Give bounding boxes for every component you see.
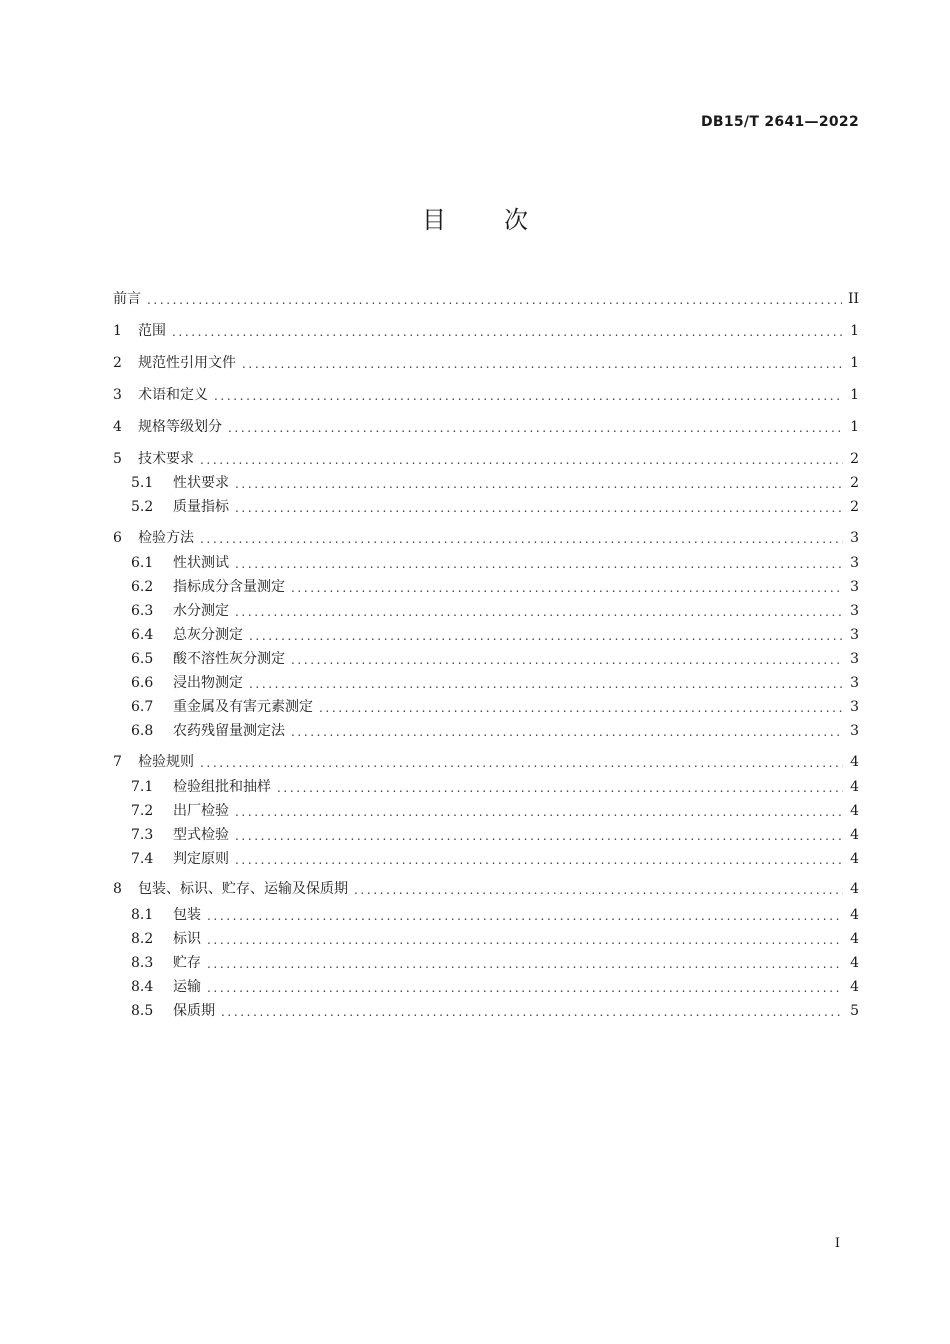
toc-entry-text: 型式检验 — [173, 827, 229, 843]
toc-entry-page: 4 — [850, 827, 859, 843]
toc-entry-text: 检验规则 — [138, 754, 194, 770]
toc-leader — [235, 825, 843, 845]
toc-entry-page: 3 — [850, 530, 859, 546]
toc-entry-3[interactable] — [113, 385, 859, 405]
toc-leader — [249, 673, 843, 693]
toc-entry-number: 8.5 — [131, 1003, 154, 1019]
toc-entry-7[interactable] — [113, 752, 859, 772]
toc-entry-number: 7.3 — [131, 827, 154, 843]
toc-entry-number: 6.1 — [131, 555, 154, 571]
toc-entry-text: 保质期 — [173, 1003, 215, 1019]
toc-leader — [200, 528, 843, 548]
toc-leader — [291, 721, 843, 741]
toc-entry-text: 水分测定 — [173, 603, 229, 619]
toc-entry-foreword[interactable] — [113, 289, 859, 309]
toc-leader — [249, 625, 843, 645]
toc-entry-number: 8.1 — [131, 907, 154, 923]
toc-title-char-1: 目 — [422, 206, 446, 234]
toc-leader — [235, 497, 843, 517]
toc-leader — [228, 417, 843, 437]
toc-leader — [200, 449, 843, 469]
toc-entry-text: 标识 — [173, 931, 201, 947]
toc-entry-text: 贮存 — [173, 955, 201, 971]
toc-entry-6-1[interactable] — [131, 553, 859, 573]
toc-entry-number: 8.4 — [131, 979, 154, 995]
toc-entry-page: 1 — [850, 323, 859, 339]
toc-entry-text: 范围 — [138, 323, 166, 339]
toc-entry-page: 4 — [850, 907, 859, 923]
toc-entry-text: 出厂检验 — [173, 803, 229, 819]
toc-leader — [291, 577, 843, 597]
document-number: DB15/T 2641—2022 — [700, 114, 859, 130]
toc-entry-7-1[interactable] — [131, 777, 859, 797]
toc-entry-6-7[interactable] — [131, 697, 859, 717]
toc-entry-5-1[interactable] — [131, 473, 859, 493]
toc-entry-page: 3 — [850, 651, 859, 667]
toc-entry-8-4[interactable] — [131, 977, 859, 997]
toc-entry-text: 包装、标识、贮存、运输及保质期 — [138, 881, 348, 897]
toc-entry-7-4[interactable] — [131, 849, 859, 869]
toc-entry-5[interactable] — [113, 449, 859, 469]
toc-entry-number: 6.5 — [131, 651, 154, 667]
toc-entry-page: 4 — [850, 881, 859, 897]
toc-title — [0, 200, 950, 235]
toc-entry-page: II — [847, 291, 859, 307]
page-number: I — [834, 1236, 840, 1251]
toc-entry-page: 4 — [850, 851, 859, 867]
toc-entry-text: 质量指标 — [173, 499, 229, 515]
toc-leader — [207, 953, 843, 973]
toc-entry-page: 4 — [850, 803, 859, 819]
toc-entry-page: 3 — [850, 555, 859, 571]
toc-entry-6-3[interactable] — [131, 601, 859, 621]
toc-entry-8-3[interactable] — [131, 953, 859, 973]
toc-entry-number: 5.2 — [131, 499, 154, 515]
toc-entry-text: 性状要求 — [173, 475, 229, 491]
toc-entry-text: 技术要求 — [138, 451, 194, 467]
toc-leader — [207, 977, 843, 997]
toc-entry-number: 3 — [113, 387, 122, 403]
toc-entry-number: 1 — [113, 323, 122, 339]
toc-entry-page: 5 — [850, 1003, 859, 1019]
toc-entry-page: 1 — [850, 419, 859, 435]
toc-entry-text: 前言 — [113, 291, 141, 307]
toc-entry-number: 7.4 — [131, 851, 154, 867]
toc-entry-text: 指标成分含量测定 — [173, 579, 285, 595]
toc-entry-number: 5 — [113, 451, 122, 467]
toc-leader — [147, 289, 842, 309]
toc-entry-text: 检验组批和抽样 — [173, 779, 271, 795]
toc-entry-8-2[interactable] — [131, 929, 859, 949]
toc-entry-number: 8.3 — [131, 955, 154, 971]
toc-entry-2[interactable] — [113, 353, 859, 373]
toc-entry-page: 3 — [850, 627, 859, 643]
toc-entry-text: 术语和定义 — [138, 387, 208, 403]
toc-entry-6-2[interactable] — [131, 577, 859, 597]
toc-entry-page: 1 — [850, 355, 859, 371]
toc-leader — [221, 1001, 843, 1021]
toc-entry-page: 4 — [850, 754, 859, 770]
toc-entry-page: 3 — [850, 699, 859, 715]
toc-leader — [207, 929, 843, 949]
toc-leader — [235, 801, 843, 821]
toc-entry-text: 重金属及有害元素测定 — [173, 699, 313, 715]
toc-entry-7-3[interactable] — [131, 825, 859, 845]
toc-entry-number: 8 — [113, 881, 122, 897]
toc-entry-number: 6.8 — [131, 723, 154, 739]
toc-entry-text: 规格等级划分 — [138, 419, 222, 435]
toc-entry-number: 7 — [113, 754, 122, 770]
toc-entry-page: 3 — [850, 675, 859, 691]
toc-leader — [291, 649, 843, 669]
toc-entry-text: 农药残留量测定法 — [173, 723, 285, 739]
toc-entry-1[interactable] — [113, 321, 859, 341]
toc-leader — [172, 321, 843, 341]
toc-entry-page: 2 — [850, 499, 859, 515]
toc-entry-number: 6.7 — [131, 699, 154, 715]
toc-entry-text: 性状测试 — [173, 555, 229, 571]
toc-entry-7-2[interactable] — [131, 801, 859, 821]
toc-entry-page: 4 — [850, 779, 859, 795]
toc-entry-8-5[interactable] — [131, 1001, 859, 1021]
toc-entry-number: 6 — [113, 530, 122, 546]
toc-entry-text: 包装 — [173, 907, 201, 923]
toc-entry-text: 浸出物测定 — [173, 675, 243, 691]
toc-entry-6-6[interactable] — [131, 673, 859, 693]
toc-entry-page: 1 — [850, 387, 859, 403]
toc-entry-page: 2 — [850, 475, 859, 491]
toc-entry-text: 判定原则 — [173, 851, 229, 867]
toc-entry-page: 2 — [850, 451, 859, 467]
toc-entry-text: 酸不溶性灰分测定 — [173, 651, 285, 667]
toc-entry-number: 4 — [113, 419, 122, 435]
toc-entry-8-1[interactable] — [131, 905, 859, 925]
toc-entry-page: 4 — [850, 955, 859, 971]
toc-entry-page: 3 — [850, 723, 859, 739]
toc-entry-number: 7.2 — [131, 803, 154, 819]
toc-entry-number: 2 — [113, 355, 122, 371]
toc-leader — [214, 385, 843, 405]
toc-leader — [235, 849, 843, 869]
toc-entry-number: 6.4 — [131, 627, 154, 643]
toc-entry-page: 4 — [850, 931, 859, 947]
toc-title-char-2: 次 — [504, 206, 528, 234]
toc-leader — [319, 697, 843, 717]
toc-entry-6-8[interactable] — [131, 721, 859, 741]
toc-entry-4[interactable] — [113, 417, 859, 437]
toc-entry-page: 3 — [850, 579, 859, 595]
toc-leader — [235, 473, 843, 493]
toc-entry-text: 规范性引用文件 — [138, 355, 236, 371]
toc-entry-number: 5.1 — [131, 475, 154, 491]
toc-entry-6[interactable] — [113, 528, 859, 548]
toc-entry-text: 检验方法 — [138, 530, 194, 546]
toc-leader — [200, 752, 843, 772]
toc-entry-8[interactable] — [113, 879, 859, 899]
toc-entry-page: 3 — [850, 603, 859, 619]
toc-entry-6-5[interactable] — [131, 649, 859, 669]
toc-leader — [207, 905, 843, 925]
toc-entry-6-4[interactable] — [131, 625, 859, 645]
toc-entry-5-2[interactable] — [131, 497, 859, 517]
toc-leader — [242, 353, 843, 373]
toc-entry-page: 4 — [850, 979, 859, 995]
toc-entry-number: 6.6 — [131, 675, 154, 691]
toc-leader — [235, 553, 843, 573]
toc-entry-text: 运输 — [173, 979, 201, 995]
toc-leader — [235, 601, 843, 621]
toc-leader — [277, 777, 843, 797]
toc-entry-number: 6.3 — [131, 603, 154, 619]
toc-entry-text: 总灰分测定 — [173, 627, 243, 643]
toc-entry-number: 6.2 — [131, 579, 154, 595]
toc-leader — [354, 879, 843, 899]
toc-entry-number: 7.1 — [131, 779, 154, 795]
toc-entry-number: 8.2 — [131, 931, 154, 947]
